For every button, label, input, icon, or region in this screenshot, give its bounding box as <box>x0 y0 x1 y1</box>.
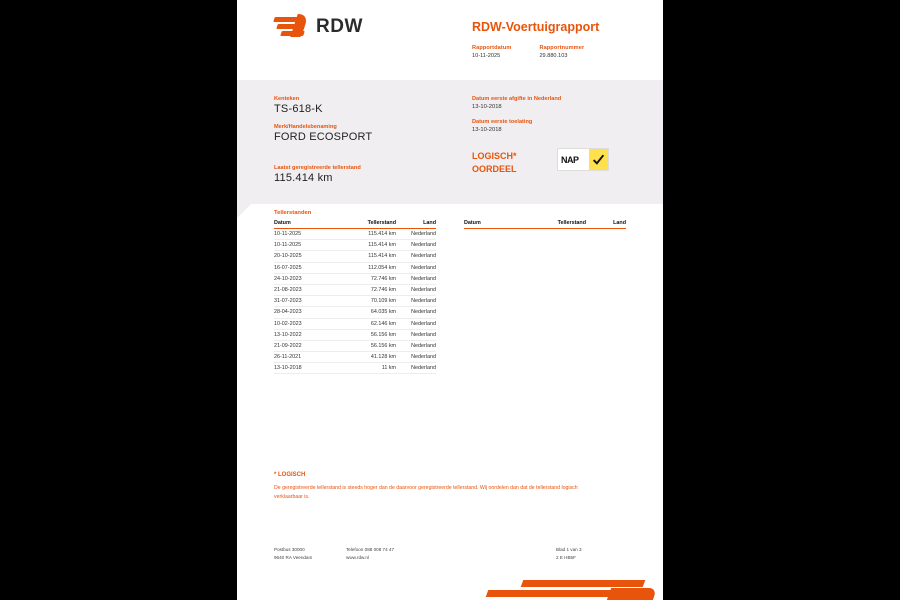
footer-address <box>274 546 346 562</box>
table-row <box>274 330 436 341</box>
col-header-odometer: Tellerstand <box>367 220 396 226</box>
table-row <box>274 296 436 307</box>
rdw-logo <box>274 14 363 40</box>
cell-country: Nederland <box>411 253 436 260</box>
check-icon <box>592 153 605 166</box>
verdict-footnote <box>274 472 604 502</box>
first-admission-label: Datum eerste toelating <box>472 119 533 125</box>
cell-odometer: 41.128 km <box>370 354 396 361</box>
report-number-value: 29.880.103 <box>539 53 568 59</box>
table-title: Tellerstanden <box>274 210 312 216</box>
cell-date: 26-11-2021 <box>274 354 302 361</box>
cell-country: Nederland <box>411 242 436 249</box>
table-body-left <box>274 229 436 374</box>
col-header-date: Datum <box>274 220 291 226</box>
cell-country: Nederland <box>411 331 436 338</box>
vehicle-dates-block <box>472 96 561 142</box>
report-number-label: Rapportnummer <box>539 45 585 51</box>
first-admission-value: 13-10-2018 <box>472 127 502 133</box>
cell-date: 21-08-2023 <box>274 287 302 294</box>
cell-date: 16-07-2025 <box>274 264 302 271</box>
verdict-line-1: LOGISCH* <box>472 151 517 161</box>
table-row <box>274 363 436 374</box>
nap-badge <box>557 148 609 171</box>
report-date-value: 10-11-2025 <box>472 53 501 59</box>
table-row <box>274 352 436 363</box>
table-row <box>274 251 436 262</box>
footer-doc-code: 2 E HB5F <box>556 555 576 560</box>
col-header-date-right: Datum <box>464 220 481 226</box>
odometer-value: 115.414 km <box>274 172 333 184</box>
nap-badge-label: NAP <box>561 154 579 165</box>
readings-column-right <box>464 220 626 374</box>
table-header-row-right <box>464 220 626 229</box>
cell-odometer: 56.156 km <box>370 331 396 338</box>
vehicle-identity-block <box>274 96 372 152</box>
verdict-text <box>472 150 517 176</box>
rdw-swoosh-icon <box>274 14 310 40</box>
cell-date: 10-11-2025 <box>274 231 302 238</box>
document-page <box>237 0 663 600</box>
cell-date: 20-10-2025 <box>274 253 302 260</box>
cell-date: 13-10-2022 <box>274 331 302 338</box>
cell-country: Nederland <box>411 275 436 282</box>
cell-date: 13-10-2018 <box>274 365 302 372</box>
cell-odometer: 115.414 km <box>368 242 396 249</box>
cell-country: Nederland <box>411 264 436 271</box>
cell-odometer: 64.035 km <box>370 309 396 316</box>
report-title: RDW-Voertuigrapport <box>472 20 600 34</box>
plate-label: Kenteken <box>274 96 300 102</box>
document-footer <box>274 546 626 562</box>
cell-odometer: 70.109 km <box>370 298 396 305</box>
cell-odometer: 115.414 km <box>368 231 396 238</box>
table-row <box>274 263 436 274</box>
table-header-row <box>274 220 436 229</box>
table-row <box>274 285 436 296</box>
cell-date: 10-11-2025 <box>274 242 302 249</box>
col-header-odometer-right: Tellerstand <box>557 220 586 226</box>
table-row <box>274 341 436 352</box>
make-value: FORD ECOSPORT <box>274 131 373 143</box>
cell-odometer: 56.156 km <box>370 342 396 349</box>
make-label: Merk/Handelsbenaming <box>274 124 337 130</box>
cell-date: 28-04-2023 <box>274 309 302 316</box>
rdw-logo-text: RDW <box>316 16 363 37</box>
odometer-block <box>274 165 361 193</box>
verdict-line-2: OORDEEL <box>472 164 517 174</box>
readings-column-left <box>274 220 436 374</box>
table-row <box>274 319 436 330</box>
cell-country: Nederland <box>411 287 436 294</box>
cell-country: Nederland <box>411 309 436 316</box>
cell-odometer: 72.746 km <box>370 275 396 282</box>
cell-date: 31-07-2023 <box>274 298 302 305</box>
footnote-body: De geregistreerde tellerstand is steeds hoger dan de daarvoor geregistreerde tellerstand. Wij oordelen dan dat de tellerstand logisch verklaarbaar is. <box>274 485 578 500</box>
table-row <box>274 274 436 285</box>
cell-country: Nederland <box>411 342 436 349</box>
footer-page-info <box>556 546 626 562</box>
cell-country: Nederland <box>411 298 436 305</box>
cell-odometer: 11 km <box>381 365 396 372</box>
col-header-country-right: Land <box>613 220 626 226</box>
report-meta <box>472 45 584 59</box>
footer-page-number: Blad 1 van 3 <box>556 547 582 552</box>
footer-contact <box>346 546 466 562</box>
cell-odometer: 62.146 km <box>370 320 396 327</box>
cell-country: Nederland <box>411 231 436 238</box>
first-issue-value: 13-10-2018 <box>472 104 502 110</box>
footnote-heading: * LOGISCH <box>274 472 306 478</box>
report-number-field <box>539 45 584 59</box>
cell-odometer: 112.054 km <box>368 264 396 271</box>
first-issue-label: Datum eerste afgifte in Nederland <box>472 96 562 102</box>
document-header <box>237 0 663 80</box>
table-row <box>274 307 436 318</box>
cell-country: Nederland <box>411 365 436 372</box>
cell-date: 21-09-2022 <box>274 342 302 349</box>
report-date-label: Rapportdatum <box>472 45 512 51</box>
cell-date: 24-10-2023 <box>274 275 302 282</box>
footer-website[interactable]: www.rdw.nl <box>346 555 369 560</box>
footer-address-line1: Postbus 30000 <box>274 547 305 552</box>
cell-country: Nederland <box>411 320 436 327</box>
footer-phone: Telefoon 088 008 74 47 <box>346 547 395 552</box>
cell-odometer: 115.414 km <box>368 253 396 260</box>
footer-address-line2: 9640 RA Veendam <box>274 555 313 560</box>
cell-date: 10-02-2023 <box>274 320 302 327</box>
table-row <box>274 229 436 240</box>
report-date-field <box>472 45 511 59</box>
vehicle-summary-band <box>237 80 663 204</box>
odometer-label: Laatst geregistreerde tellerstand <box>274 165 361 171</box>
odometer-readings-section <box>274 210 626 374</box>
plate-value: TS-618-K <box>274 103 323 115</box>
col-header-country: Land <box>423 220 436 226</box>
footer-swoosh-graphic <box>237 578 663 600</box>
table-row <box>274 240 436 251</box>
cell-country: Nederland <box>411 354 436 361</box>
cell-odometer: 72.746 km <box>370 287 396 294</box>
